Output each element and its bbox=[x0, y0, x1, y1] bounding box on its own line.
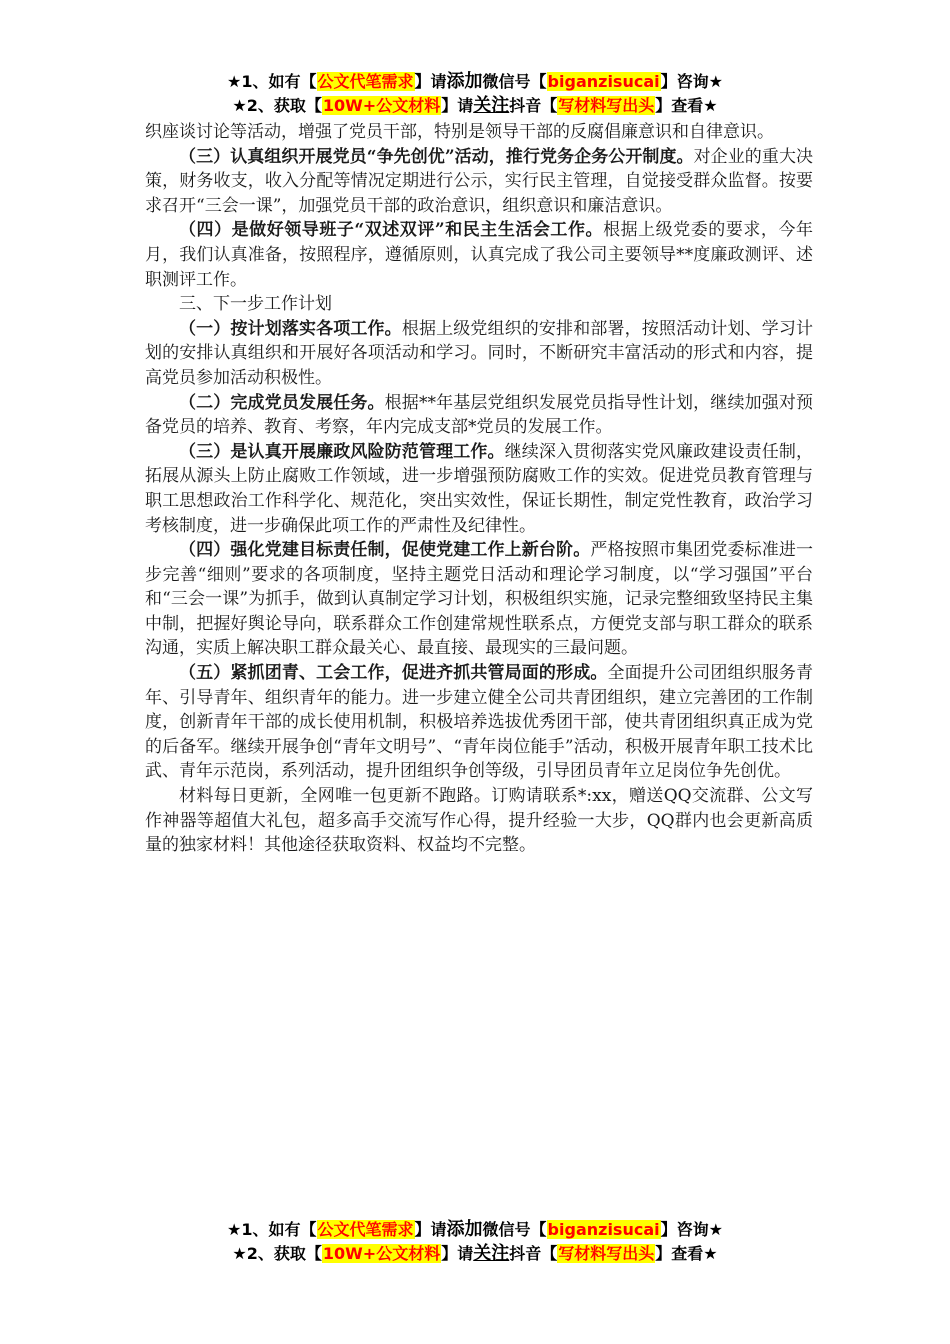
banner-emphasis: 添加 bbox=[446, 71, 483, 92]
top-banner bbox=[0, 70, 950, 118]
banner-emphasis: 关注 bbox=[473, 1243, 510, 1264]
paragraph: （三）是认真开展廉政风险防范管理工作。继续深入贯彻落实党风廉政建设责任制，拓展从源头上防止腐败工作领域，进一步增强预防腐败工作的实效。促进党员教育管理与职工思想政治工作科学化、规范化，突出实效性，保证长期性，制定党性教育，政治学习考核制度，进一步确保此项工作的严肃性及纪律性。 bbox=[145, 441, 814, 536]
promo-paragraph: 材料每日更新，全网唯一包更新不跑路。订购请联系*:xx，赠送QQ交流群、公文写作神器等超值大礼包，超多高手交流写作心得，提升经验一大步，QQ群内也会更新高质量的独家材料！其他途径获取资料、权益均不完整。 bbox=[145, 786, 813, 856]
banner-highlight: biganzisucai bbox=[547, 1220, 660, 1239]
banner-highlight: 10W+公文材料 bbox=[322, 96, 441, 115]
banner-text: 】请 bbox=[414, 1220, 447, 1239]
banner-highlight: 公文代笔需求 bbox=[317, 72, 414, 91]
section-heading: 三、下一步工作计划 bbox=[179, 294, 332, 315]
paragraph-heading: （五）紧抓团青、工会工作，促进齐抓共管局面的形成。 bbox=[179, 663, 608, 684]
banner-highlight: 公文代笔需求 bbox=[317, 1220, 414, 1239]
paragraph: （四）强化党建目标责任制，促使党建工作上新台阶。严格按照市集团党委标准进一步完善“细则”要求的各项制度，坚持主题党日活动和理论学习制度，以“学习强国”平台和“三会一课”为抓手，做到认真制定学习计划，积极组织实施，记录完整细致坚持民主集中制，把握好舆论导向，联系群众工作创建常规性联系点，方便党支部与职工群众的联系沟通，实质上解决职工群众最关心、最直接、最现实的三最问题。 bbox=[145, 540, 814, 659]
banner-highlight: biganzisucai bbox=[547, 72, 660, 91]
banner-text: ★2、获取【 bbox=[232, 1244, 322, 1263]
banner-text: 微信号【 bbox=[482, 72, 547, 91]
paragraph-heading: （三）是认真开展廉政风险防范管理工作。 bbox=[179, 441, 505, 462]
paragraph-heading: （四）强化党建目标责任制，促使党建工作上新台阶。 bbox=[179, 540, 591, 561]
banner-text: 抖音【 bbox=[509, 1244, 558, 1263]
paragraph: （二）完成党员发展任务。根据**年基层党组织发展党员指导性计划，继续加强对预备党员的培养、教育、考察，年内完成支部*党员的发展工作。 bbox=[145, 392, 814, 438]
document-body bbox=[145, 120, 813, 858]
paragraph-heading: （二）完成党员发展任务。 bbox=[179, 392, 385, 413]
banner-line-2 bbox=[0, 94, 950, 118]
banner-highlight: 10W+公文材料 bbox=[322, 1244, 441, 1263]
paragraph: （四）是做好领导班子“双述双评”和民主生活会工作。根据上级党委的要求，今年月，我们认真准备，按照程序，遵循原则，认真完成了我公司主要领导**度廉政测评、述职测评工作。 bbox=[145, 220, 814, 290]
banner-emphasis: 关注 bbox=[473, 95, 510, 116]
banner-text: 】请 bbox=[414, 72, 447, 91]
paragraph: （五）紧抓团青、工会工作，促进齐抓共管局面的形成。全面提升公司团组织服务青年、引导青年、组织青年的能力。进一步建立健全公司共青团组织，建立完善团的工作制度，创新青年干部的成长使用机制，积极培养选拔优秀团干部，使共青团组织真正成为党的后备军。继续开展争创“青年文明号”、“青年岗位能手”活动，积极开展青年职工技术比武、青年示范岗，系列活动，提升团组织争创等级，引导团员青年立足岗位争先创优。 bbox=[145, 663, 814, 782]
paragraph: （三）认真组织开展党员“争先创优”活动，推行党务企务公开制度。对企业的重大决策，财务收支，收入分配等情况定期进行公示，实行民主管理，自觉接受群众监督。按要求召开“三会一课”，加强党员干部的政治意识，组织意识和廉洁意识。 bbox=[145, 146, 814, 216]
banner-line-1 bbox=[0, 70, 950, 94]
banner-emphasis: 添加 bbox=[446, 1219, 483, 1240]
bottom-banner bbox=[0, 1218, 950, 1266]
banner-line-1 bbox=[0, 1218, 950, 1242]
banner-text: 】咨询★ bbox=[660, 1220, 723, 1239]
banner-text: 】查看★ bbox=[655, 1244, 718, 1263]
banner-highlight: 写材料写出头 bbox=[558, 96, 655, 115]
banner-text: 】查看★ bbox=[655, 96, 718, 115]
paragraph: 织座谈讨论等活动，增强了党员干部，特别是领导干部的反腐倡廉意识和自律意识。 bbox=[145, 122, 774, 142]
banner-line-2 bbox=[0, 1242, 950, 1266]
banner-text: ★1、如有【 bbox=[227, 72, 317, 91]
banner-text: 】请 bbox=[441, 1244, 474, 1263]
banner-text: ★1、如有【 bbox=[227, 1220, 317, 1239]
banner-highlight: 写材料写出头 bbox=[558, 1244, 655, 1263]
paragraph: （一）按计划落实各项工作。根据上级党组织的安排和部署，按照活动计划、学习计划的安排认真组织和开展好各项活动和学习。同时，不断研究丰富活动的形式和内容，提高党员参加活动积极性。 bbox=[145, 318, 814, 388]
banner-text: 】咨询★ bbox=[660, 72, 723, 91]
banner-text: 】请 bbox=[441, 96, 474, 115]
paragraph-heading: （四）是做好领导班子“双述双评”和民主生活会工作。 bbox=[179, 220, 604, 241]
banner-text: ★2、获取【 bbox=[232, 96, 322, 115]
paragraph-heading: （一）按计划落实各项工作。 bbox=[179, 318, 402, 339]
banner-text: 抖音【 bbox=[509, 96, 558, 115]
banner-text: 微信号【 bbox=[482, 1220, 547, 1239]
paragraph-heading: （三）认真组织开展党员“争先创优”活动，推行党务企务公开制度。 bbox=[179, 146, 694, 167]
